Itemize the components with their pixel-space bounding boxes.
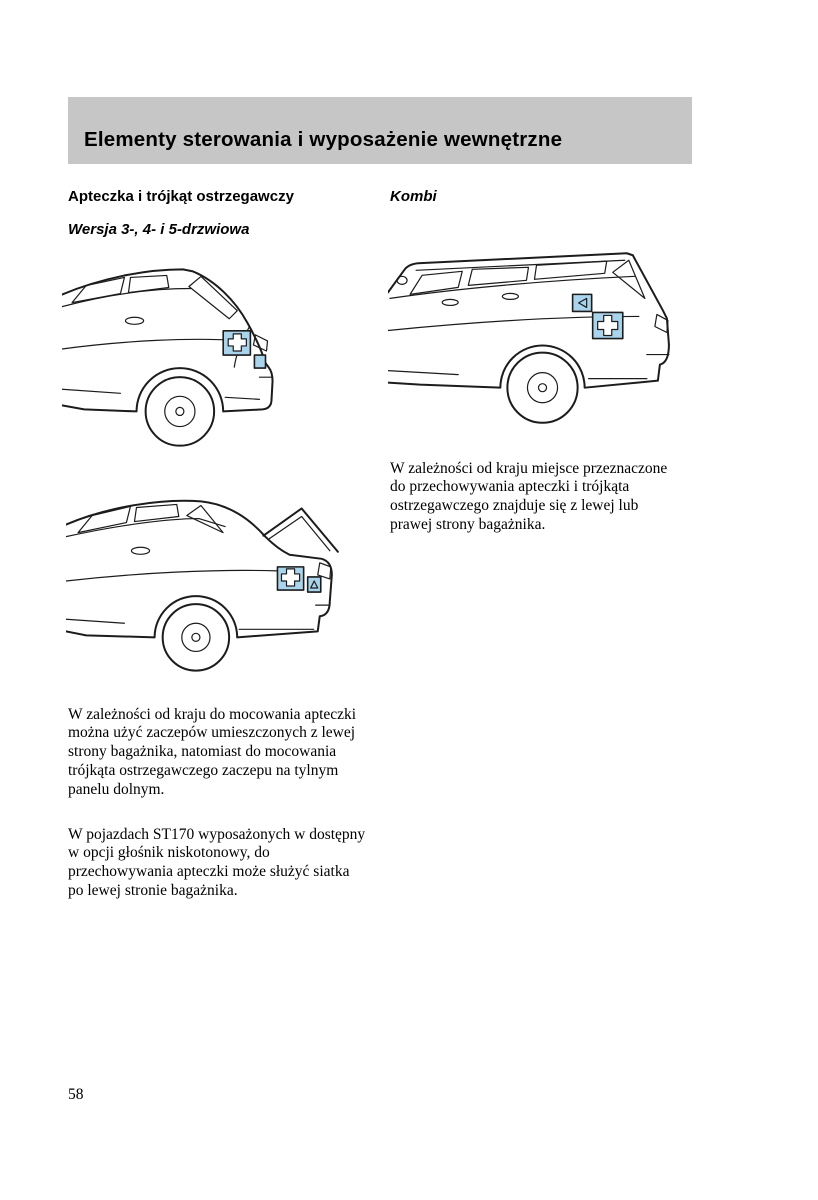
rear-door-window — [134, 504, 178, 521]
front-door-window — [410, 271, 462, 294]
section-heading-first-aid: Apteczka i trójkąt ostrzegawczy — [68, 188, 294, 205]
rear-wheel — [163, 604, 229, 670]
subheading-body-versions: Wersja 3-, 4- i 5-drzwiowa — [68, 221, 250, 238]
page-number: 58 — [68, 1086, 84, 1103]
taillight — [253, 335, 267, 351]
rear-wheel — [507, 353, 577, 423]
rear-wheel — [146, 377, 215, 446]
chapter-header-bar — [68, 97, 692, 164]
chapter-title: Elementy sterowania i wyposażenie wewnętrzne — [84, 128, 563, 151]
first-aid-paragraph-2: W pojazdach ST170 wyposażonych w dostępny w opcji głośnik niskotonowy, do przechowywania apteczki może służyć siatka po lewej stronie bagażnika. — [68, 825, 366, 900]
hatchback-illustration — [62, 246, 334, 460]
kombi-illustration — [388, 226, 694, 437]
warning-triangle-marker — [254, 355, 265, 368]
door-handle — [442, 299, 458, 305]
door-handle — [125, 317, 143, 324]
rear-quarter-window — [613, 260, 645, 298]
side-mirror — [397, 276, 407, 284]
rear-door-window — [468, 267, 528, 285]
warning-triangle-marker — [308, 577, 321, 592]
door-handle — [131, 547, 149, 554]
kombi-paragraph: W zależności od kraju miejsce przeznaczone do przechowywania apteczki i trójkąta ostrzegawczego znajduje się z lewej lub prawej strony bagażnika. — [390, 459, 668, 534]
door-handle — [502, 293, 518, 299]
sedan-illustration — [66, 478, 356, 692]
kombi-body-outline — [388, 253, 669, 387]
first-aid-paragraph-1: W zależności od kraju do mocowania apteczki można użyć zaczepów umieszczonych z lewej strony bagażnika, natomiast do mocowania trójkąta ostrzegawczego zaczepu na tylnym panelu dolnym. — [68, 705, 357, 799]
warning-triangle-marker — [573, 294, 592, 311]
subheading-kombi: Kombi — [390, 188, 437, 205]
